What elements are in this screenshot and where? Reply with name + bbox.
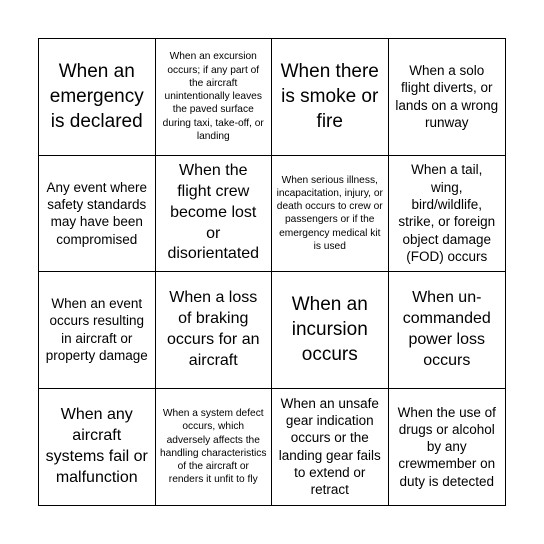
cell-text: When an unsafe gear indication occurs or the landing gear fails to extend or retract	[278, 395, 381, 498]
cell-text: Any event where safety standards may have been compromised	[46, 179, 148, 247]
bingo-cell-r4c4[interactable]	[389, 389, 506, 506]
cell-text: When a loss of braking occurs for an aircraft	[167, 289, 260, 369]
bingo-board	[38, 38, 506, 506]
bingo-cell-r3c2[interactable]	[156, 272, 273, 389]
bingo-cell-r3c3[interactable]	[272, 272, 389, 389]
bingo-cell-r4c2[interactable]	[156, 389, 273, 506]
cell-text: When an emergency is declared	[49, 61, 144, 133]
cell-text: When a system defect occurs, which adversely affects the handling characteristics of the aircraft or renders it unfit to fly	[160, 408, 267, 486]
bingo-cell-r3c4[interactable]	[389, 272, 506, 389]
bingo-cell-r2c4[interactable]	[389, 156, 506, 273]
cell-text: When an excursion occurs; if any part of the aircraft unintentionally leaves the paved surface during taxi, take-off, or landing	[162, 51, 264, 142]
bingo-cell-r2c3[interactable]	[272, 156, 389, 273]
bingo-cell-r1c2[interactable]	[156, 39, 273, 156]
cell-text: When an incursion occurs	[291, 294, 368, 366]
bingo-cell-r2c1[interactable]	[39, 156, 156, 273]
cell-text: When serious illness, incapacitation, injury, or death occurs to crew or passengers or if the emergency medical kit is used	[276, 174, 383, 252]
cell-text: When a solo flight diverts, or lands on a wrong runway	[395, 63, 499, 131]
bingo-cell-r3c1[interactable]	[39, 272, 156, 389]
bingo-cell-r4c3[interactable]	[272, 389, 389, 506]
cell-text: When an event occurs resulting in aircraft or property damage	[45, 296, 148, 364]
bingo-cell-r1c4[interactable]	[389, 39, 506, 156]
bingo-cell-r4c1[interactable]	[39, 389, 156, 506]
bingo-cell-r1c3[interactable]	[272, 39, 389, 156]
cell-text: When the use of drugs or alcohol by any crewmember on duty is detected	[397, 404, 496, 489]
cell-text: When any aircraft systems fail or malfunction	[45, 406, 148, 486]
bingo-cell-r1c1[interactable]	[39, 39, 156, 156]
cell-text: When a tail, wing, bird/wildlife, strike, or foreign object damage (FOD) occurs	[398, 162, 496, 264]
bingo-cell-r2c2[interactable]	[156, 156, 273, 273]
cell-text: When there is smoke or fire	[280, 61, 379, 133]
cell-text: When the flight crew become lost or disorientated	[167, 162, 260, 263]
cell-text: When un-commanded power loss occurs	[402, 289, 491, 369]
